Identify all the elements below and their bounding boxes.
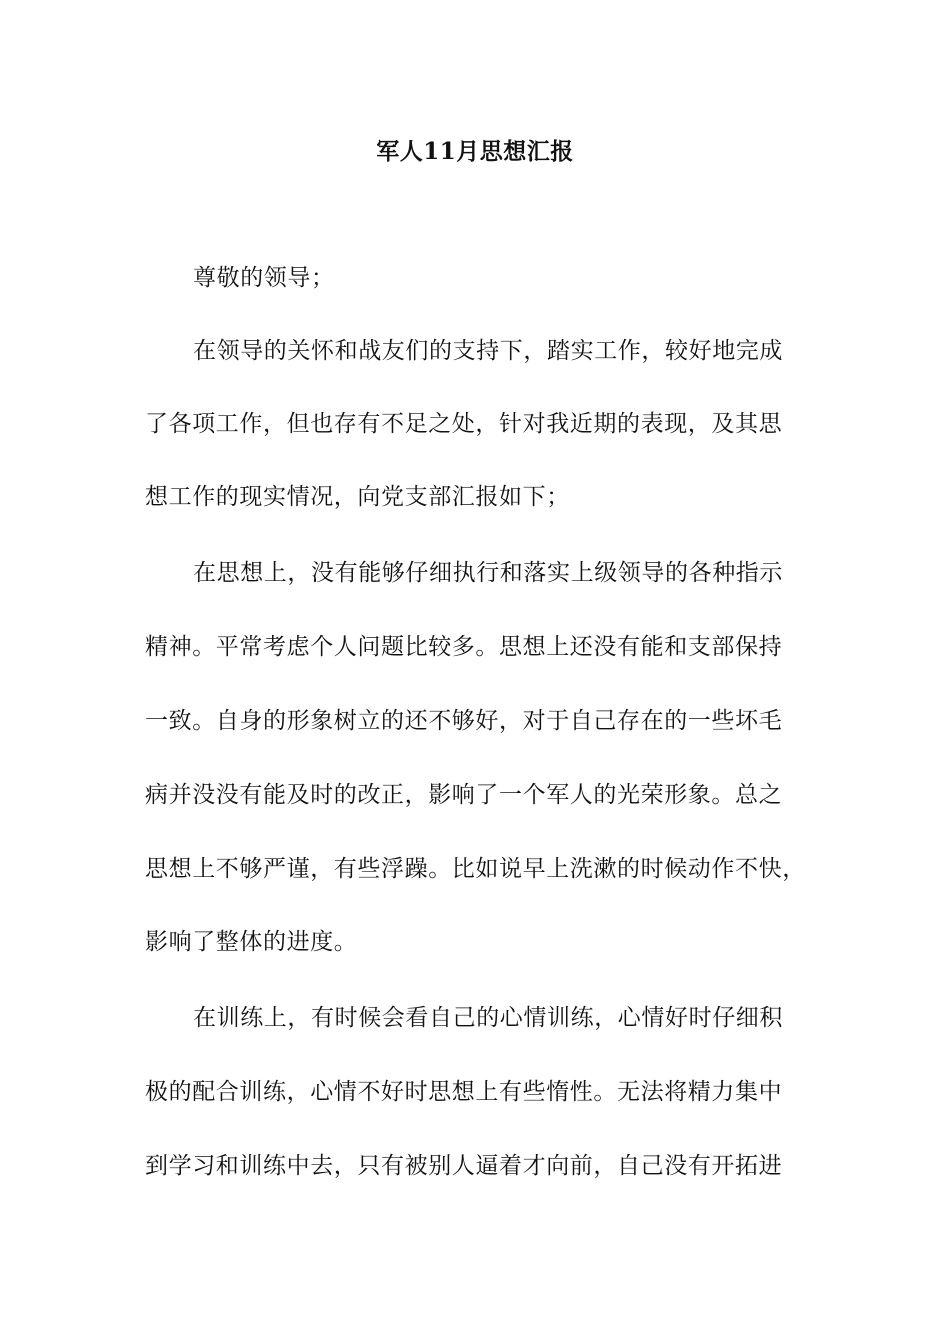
paragraph-line: 在领导的关怀和战友们的支持下，踏实工作，较好地完成 <box>193 338 783 364</box>
salutation-line: 尊敬的领导； <box>193 265 335 291</box>
paragraph-line: 想工作的现实情况，向党支部汇报如下； <box>145 484 570 510</box>
paragraph-line: 思想上不够严谨，有些浮躁。比如说早上洗漱的时候动作不快， <box>145 856 806 882</box>
paragraph-line: 在思想上，没有能够仔细执行和落实上级领导的各种指示 <box>193 560 783 586</box>
paragraph-line: 了各项工作，但也存有不足之处，针对我近期的表现，及其思 <box>145 411 783 437</box>
paragraph-line: 影响了整体的进度。 <box>145 929 358 955</box>
paragraph-line: 到学习和训练中去，只有被别人逼着才向前，自己没有开拓进 <box>145 1153 783 1179</box>
paragraph-line: 一致。自身的形象树立的还不够好，对于自己存在的一些坏毛 <box>145 708 783 734</box>
paragraph-line: 极的配合训练，心情不好时思想上有些惰性。无法将精力集中 <box>145 1079 783 1105</box>
paragraph-line: 精神。平常考虑个人问题比较多。思想上还没有能和支部保持 <box>145 634 783 660</box>
paragraph-line: 在训练上，有时候会看自己的心情训练，心情好时仔细积 <box>193 1005 783 1031</box>
paragraph-line: 病并没没有能及时的改正，影响了一个军人的光荣形象。总之 <box>145 782 783 808</box>
document-title: 军人11月思想汇报 <box>376 138 574 165</box>
